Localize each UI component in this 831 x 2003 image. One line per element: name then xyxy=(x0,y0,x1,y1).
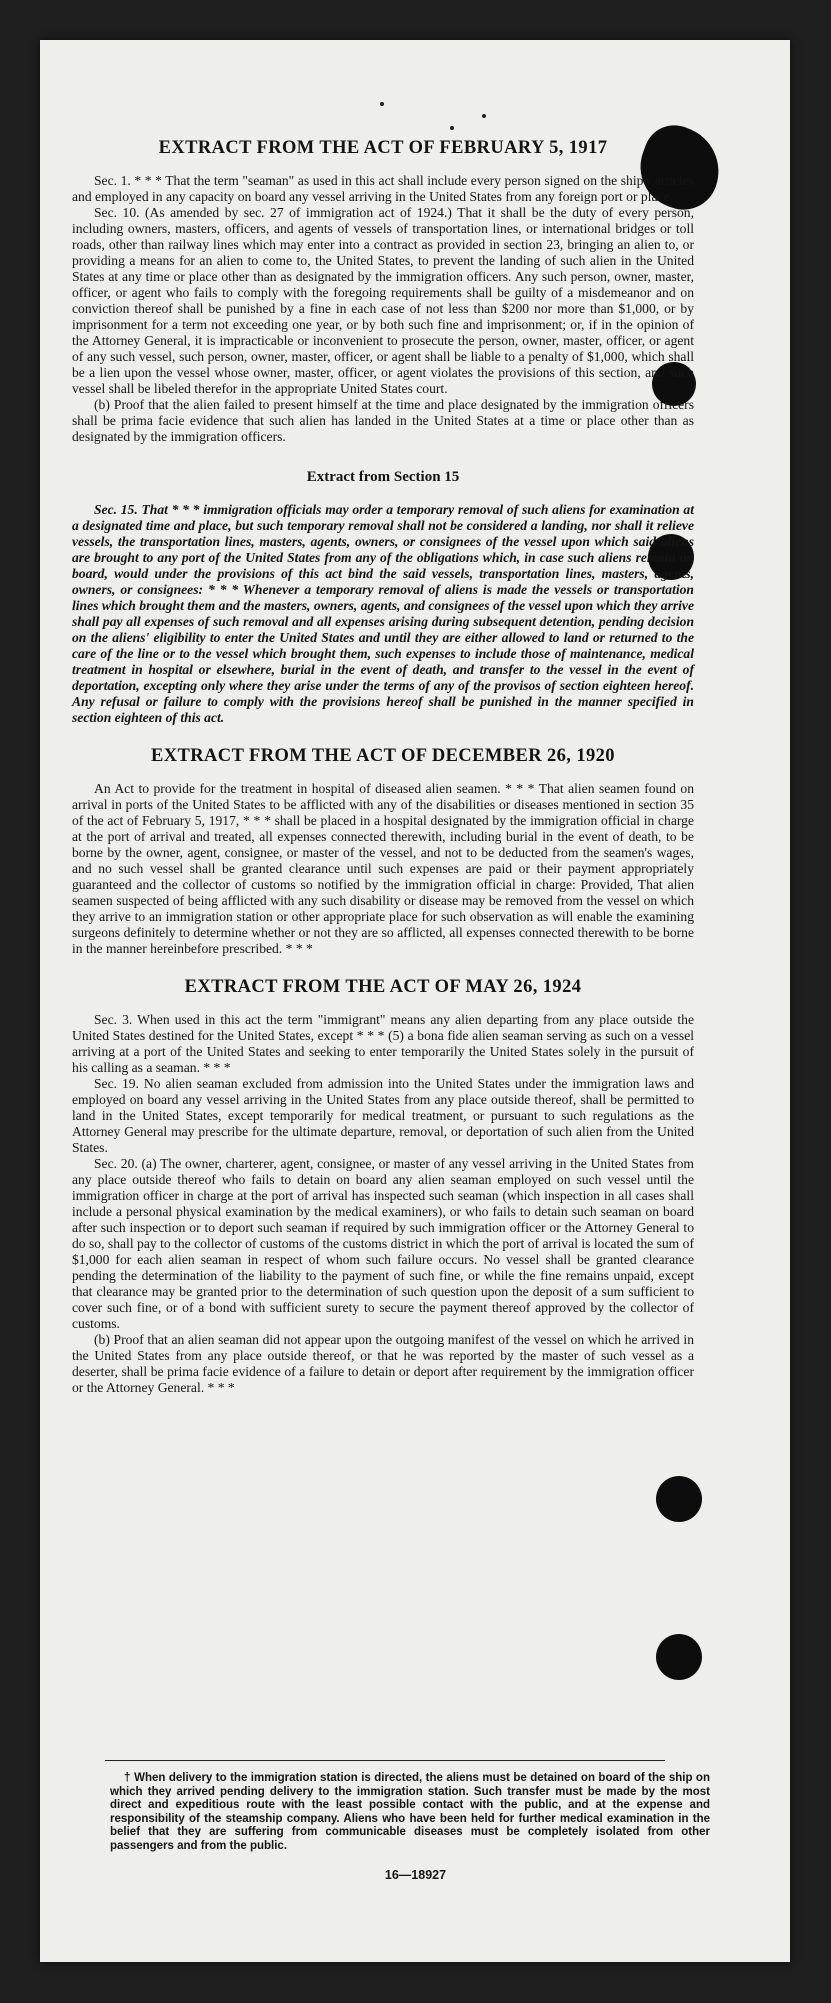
scan-speck xyxy=(482,114,486,118)
paragraph: Sec. 1. * * * That the term "seaman" as used in this act shall include every person signed on the ship's articles and employed in any capacity on board any vessel arriving in the United States from any foreign port or place. xyxy=(72,173,694,204)
paragraph: (b) Proof that the alien failed to present himself at the time and place designated by the immigration officers shall be prima facie evidence that such alien has landed in the United States at a time or place other than as designated by the immigration officers. xyxy=(72,397,694,444)
paragraph: An Act to provide for the treatment in hospital of diseased alien seamen. * * * That alien seamen found on arrival in ports of the United States to be afflicted with any of the disabilities or diseases mentioned in section 35 of the act of February 5, 1917, * * * shall be placed in a hospital designated by the immigration official in charge at the port of arrival and treated, all expenses connected therewith, including burial in the event of death, to be borne by the owner, agent, consignee, or master of the vessel, and not to be deducted from the seamen's wages, and no such vessel shall be granted clearance until such expenses are paid or their payment appropriately guaranteed and the collector of customs so notified by the immigration official in charge: Provided, That alien seamen suspected of being afflicted with any such disability or disease may be removed from the vessel on which they arrive to an immigration station or other appropriate place for such observation as will enable the examining surgeons definitely to determine whether or not they are so afflicted, all expenses connected therewith to be borne in the manner hereinbefore prescribed. * * * xyxy=(72,781,694,956)
section-act-1917 xyxy=(72,138,694,445)
paragraph: Sec. 15. That * * * immigration officials may order a temporary removal of such aliens for examination at a designated time and place, but such temporary removal shall not be considered a landing, nor shall it relieve vessels, the transportation lines, masters, agents, owners, or consignees of the vessel upon which said aliens are brought to any port of the United States from any of the obligations which, in case such aliens remain on board, would under the provisions of this act bind the said vessels, transportation lines, masters, agents, owners, or consignees: * * * Whenever a temporary removal of aliens is made the vessels or transportation lines which brought them and the masters, owners, agents, and consignees of the vessel upon which they arrive shall pay all expenses of such removal and all expenses arising during subsequent detention, pending decision on the aliens' eligibility to enter the United States and until they are either allowed to land or returned to the care of the line or to the vessel which brought them, such expenses to include those of maintenance, medical treatment in hospital or elsewhere, burial in the event of death, and transfer to the vessel in the event of deportation, excepting only where they arise under the terms of any of the provisos of section eighteen hereof. Any refusal or failure to comply with the provisions hereof shall be punished in the manner specified in section eighteen of this act. xyxy=(72,502,694,725)
section-heading: EXTRACT FROM THE ACT OF FEBRUARY 5, 1917 xyxy=(158,138,608,158)
section-15-extract xyxy=(72,469,694,726)
section-act-1920 xyxy=(72,746,694,957)
paragraph: Sec. 10. (As amended by sec. 27 of immigration act of 1924.) That it shall be the duty of every person, including owners, masters, officers, and agents of vessels of transportation lines, or international bridges or toll roads, other than railway lines which may enter into a contract as provided in section 23, bringing an alien to, or providing a means for an alien to come to, the United States, to prevent the landing of such alien in the United States at any time or place other than as designated by the immigration officers. Any such person, owner, master, officer, or agent who fails to comply with the foregoing requirements shall be guilty of a misdemeanor and on conviction thereof shall be punished by a fine in each case of not less than $200 nor more than $1,000, or by imprisonment for a term not exceeding one year, or by both such fine and imprisonment; or, if in the opinion of the Attorney General, it is impracticable or inconvenient to prosecute the person, owner, master, officer, or agent of any such vessel, such person, owner, master, officer, or agent shall be liable to a penalty of $1,000, which shall be a lien upon the vessel whose owner, master, officer, or agent violates the provisions of this section, and such vessel shall be libeled therefor in the appropriate United States court. xyxy=(72,205,694,396)
paragraph: Sec. 20. (a) The owner, charterer, agent, consignee, or master of any vessel arriving in the United States from any place outside thereof who fails to detain on board any alien seaman employed on such vessel until the immigration officer in charge at the port of arrival has inspected such seaman (which inspection in all cases shall include a personal physical examination by the medical examiners), or who fails to detain such seaman on board after such inspection or to deport such seaman if required by such immigration officer or the Attorney General to do so, shall pay to the collector of customs of the customs district in which the port of arrival is located the sum of $1,000 for each alien seaman in respect of whom such failure occurs. No vessel shall be granted clearance pending the determination of the liability to the payment of such fine, or while the fine remains unpaid, except that clearance may be granted prior to the determination of such question upon the deposit of a sum sufficient to cover such fine, or of a bond with sufficient surety to secure the payment thereof approved by the collector of customs. xyxy=(72,1156,694,1331)
punch-hole xyxy=(656,1476,702,1522)
footnote: † When delivery to the immigration station is directed, the aliens must be detained on board of the ship on which they arrived pending delivery to the immigration station. Such transfer must be made by the most direct and expeditious route with the least possible contact with the public, and at the expense and responsibility of the steamship company. Aliens who have been held for further medical examination in the belief that they are suffering from communicable diseases must be completely isolated from other passengers and from the public. xyxy=(110,1772,710,1852)
section-heading: Extract from Section 15 xyxy=(306,469,460,485)
paragraph: Sec. 3. When used in this act the term "immigrant" means any alien departing from any place outside the United States destined for the United States, except * * * (5) a bona fide alien seaman serving as such on a vessel arriving at a port of the United States and seeking to enter temporarily the United States solely in the pursuit of his calling as a seaman. * * * xyxy=(72,1012,694,1075)
scan-speck xyxy=(380,102,384,106)
paragraph: Sec. 19. No alien seaman excluded from admission into the United States under the immigration laws and employed on board any vessel arriving in the United States from any place outside thereof, shall be permitted to land in the United States, except temporarily for medical treatment, or pursuant to such regulations as the Attorney General may prescribe for the ultimate departure, removal, or deportation of such alien from the United States. xyxy=(72,1076,694,1155)
footnote-divider xyxy=(105,1760,665,1761)
punch-hole xyxy=(656,1634,702,1680)
section-heading: EXTRACT FROM THE ACT OF MAY 26, 1924 xyxy=(184,977,582,997)
section-act-1924 xyxy=(72,977,694,1396)
document-body xyxy=(72,138,694,1396)
form-code: 16—18927 xyxy=(384,1868,447,1882)
scan-speck xyxy=(450,126,454,130)
paragraph: (b) Proof that an alien seaman did not appear upon the outgoing manifest of the vessel on which he arrived in the United States from any place outside thereof, or that he was reported by the master of such vessel as a deserter, shall be prima facie evidence of a failure to detain or deport after requirement by the immigration officer or the Attorney General. * * * xyxy=(72,1332,694,1395)
section-heading: EXTRACT FROM THE ACT OF DECEMBER 26, 1920 xyxy=(151,746,615,766)
